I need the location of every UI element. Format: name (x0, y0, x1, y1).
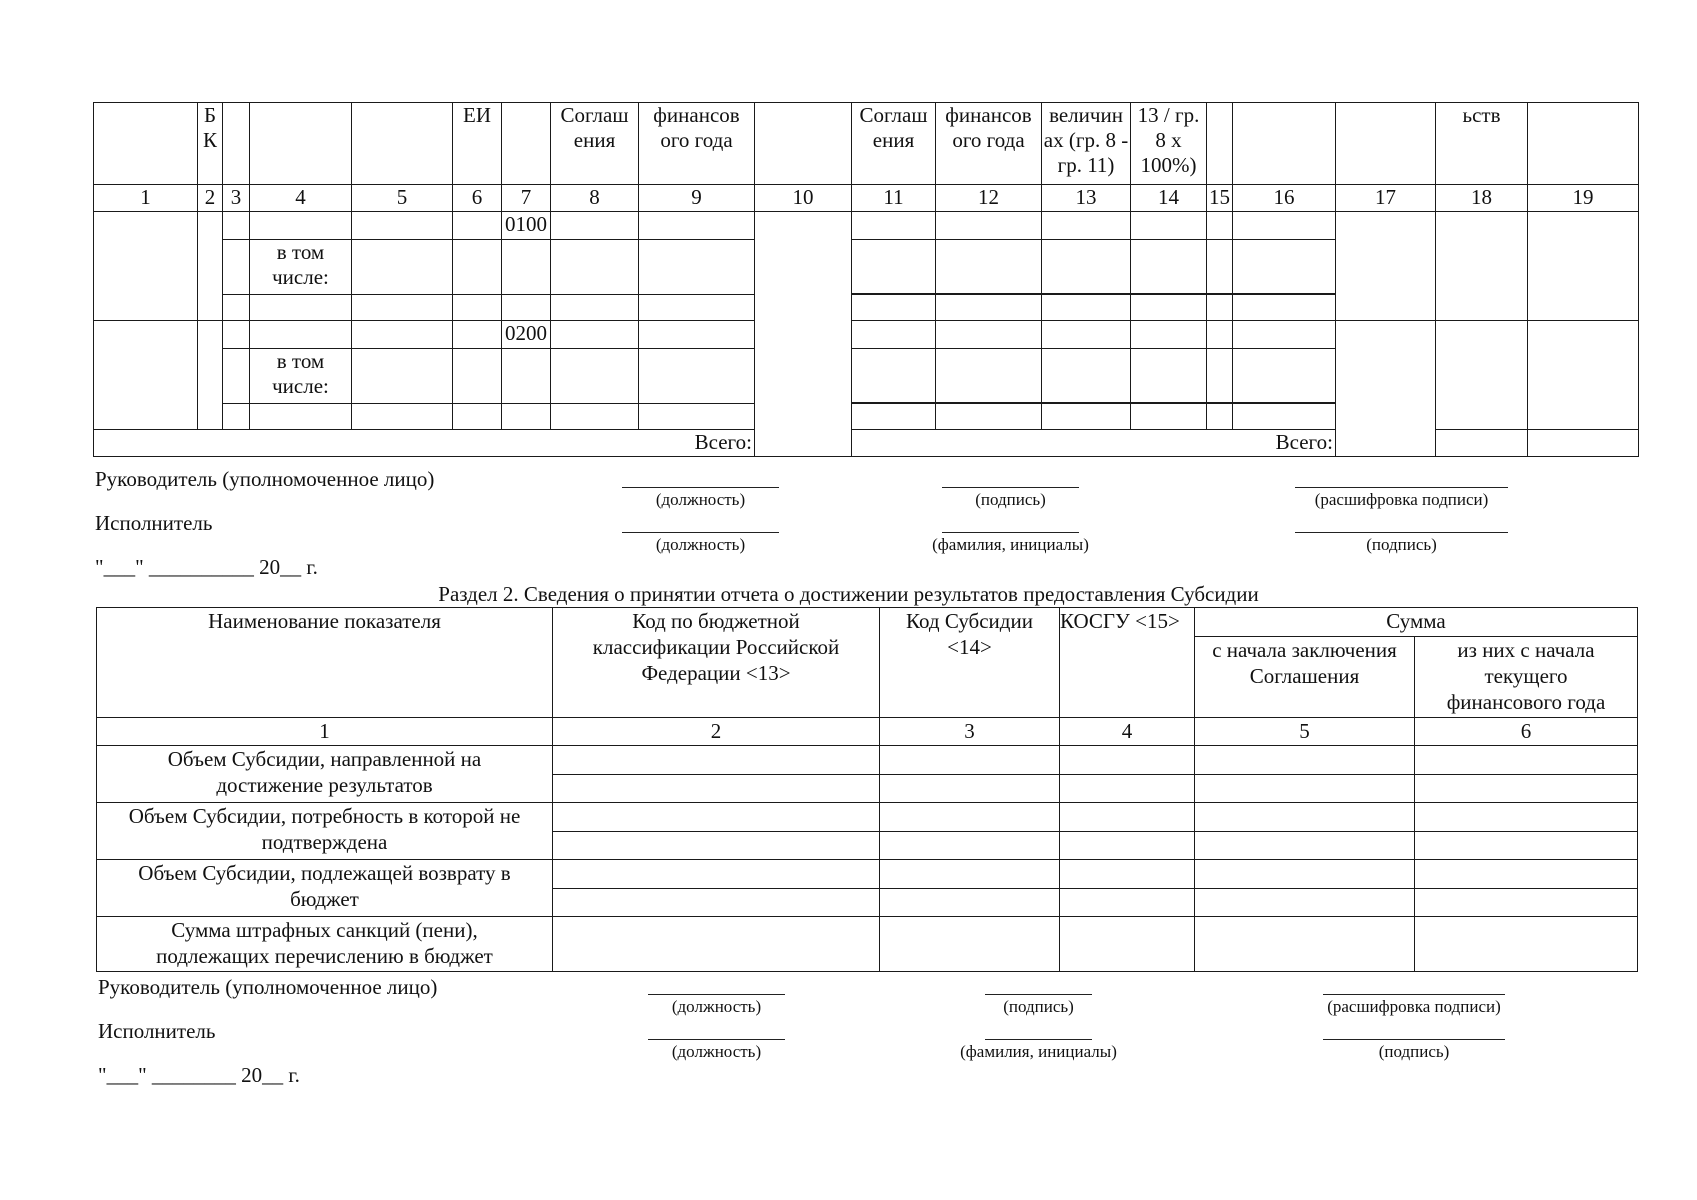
head-label: Руководитель (уполномоченное лицо) (95, 467, 435, 491)
decoding-caption: (расшифровка подписи) (1314, 490, 1489, 509)
column-number: 16 (1233, 185, 1336, 212)
header-fragment: Соглаш ения (551, 103, 639, 185)
signature-line (942, 487, 1079, 488)
column-number: 9 (639, 185, 755, 212)
position-caption: (должность) (671, 1042, 762, 1061)
header-fragment: финансов ого года (639, 103, 755, 185)
column-number: 7 (502, 185, 551, 212)
head-label: Руководитель (уполномоченное лицо) (98, 975, 438, 999)
column-number: 1 (94, 185, 198, 212)
column-number: 1 (97, 718, 553, 746)
header-fragment: Б К (198, 103, 223, 185)
header-fragment: финансов ого года (936, 103, 1042, 185)
header-budget-code: Код по бюджетной классификации Российской Федерации <13> (553, 608, 880, 718)
table1-column-numbers (94, 185, 1639, 212)
in-total-label: в том числе: (250, 349, 352, 403)
table-row (94, 321, 1639, 349)
header-since-year: из них с начала текущего финансового года (1415, 637, 1638, 718)
table2-column-numbers (97, 718, 1638, 746)
code-cell: 0200 (502, 321, 551, 349)
column-number: 5 (1195, 718, 1415, 746)
column-number: 17 (1336, 185, 1436, 212)
table-row (97, 803, 1638, 832)
position-caption: (должность) (655, 535, 746, 554)
column-number: 14 (1131, 185, 1207, 212)
position-line (648, 1039, 785, 1040)
column-number: 4 (1060, 718, 1195, 746)
indicator-name: Объем Субсидии, направленной на достижение результатов (97, 746, 553, 803)
signature-caption: (подпись) (975, 490, 1046, 509)
signature-caption: (подпись) (1003, 997, 1074, 1016)
signature-caption: (подпись) (1366, 535, 1437, 554)
column-number: 18 (1436, 185, 1528, 212)
position-line (648, 994, 785, 995)
table-row (97, 860, 1638, 889)
column-number: 3 (880, 718, 1060, 746)
header-fragment: ьств (1436, 103, 1528, 185)
name-line (942, 532, 1079, 533)
column-number: 2 (198, 185, 223, 212)
header-fragment: Соглаш ения (852, 103, 936, 185)
signature-line (1323, 1039, 1505, 1040)
table-row (94, 212, 1639, 240)
column-number: 12 (936, 185, 1042, 212)
header-since-agreement: с начала заключения Соглашения (1195, 637, 1415, 718)
decoding-line (1323, 994, 1505, 995)
date-line: "___" ________ 20__ г. (98, 1063, 300, 1087)
column-number: 6 (453, 185, 502, 212)
section-2-title: Раздел 2. Сведения о принятии отчета о достижении результатов предоставления Субсидии (438, 582, 1259, 606)
position-line (622, 487, 779, 488)
executor-label: Исполнитель (95, 511, 213, 535)
position-caption: (должность) (655, 490, 746, 509)
total-label: Всего: (852, 430, 1336, 457)
column-number: 3 (223, 185, 250, 212)
column-number: 10 (755, 185, 852, 212)
executor-label: Исполнитель (98, 1019, 216, 1043)
column-number: 15 (1207, 185, 1233, 212)
column-number: 13 (1042, 185, 1131, 212)
header-fragment: 13 / гр. 8 х 100%) (1131, 103, 1207, 185)
column-number: 2 (553, 718, 880, 746)
decoding-caption: (расшифровка подписи) (1327, 997, 1501, 1016)
header-fragment: величин ах (гр. 8 - гр. 11) (1042, 103, 1131, 185)
header-sum: Сумма (1195, 608, 1638, 637)
total-label: Всего: (94, 430, 755, 457)
position-caption: (должность) (671, 997, 762, 1016)
date-line: "___" __________ 20__ г. (95, 555, 318, 579)
column-number: 4 (250, 185, 352, 212)
signature-line (1295, 532, 1508, 533)
signature-caption: (подпись) (1378, 1042, 1450, 1061)
report-table-2 (96, 607, 1638, 972)
table-row (97, 746, 1638, 775)
column-number: 8 (551, 185, 639, 212)
indicator-name: Сумма штрафных санкций (пени), подлежащих перечислению в бюджет (97, 917, 553, 972)
name-caption: (фамилия, инициалы) (932, 535, 1089, 554)
header-kosgu: КОСГУ <15> (1060, 608, 1195, 718)
decoding-line (1295, 487, 1508, 488)
name-caption: (фамилия, инициалы) (960, 1042, 1117, 1061)
table-row (97, 917, 1638, 972)
table1-header-row (94, 103, 1639, 185)
indicator-name: Объем Субсидии, подлежащей возврату в бюджет (97, 860, 553, 917)
code-cell: 0100 (502, 212, 551, 240)
name-line (985, 1039, 1092, 1040)
position-line (622, 532, 779, 533)
column-number: 5 (352, 185, 453, 212)
column-number: 19 (1528, 185, 1639, 212)
column-number: 11 (852, 185, 936, 212)
report-table-1 (93, 102, 1639, 457)
indicator-name: Объем Субсидии, потребность в которой не подтверждена (97, 803, 553, 860)
header-fragment: ЕИ (453, 103, 502, 185)
in-total-label: в том числе: (250, 240, 352, 294)
column-number: 6 (1415, 718, 1638, 746)
signature-line (985, 994, 1092, 995)
header-indicator: Наименование показателя (97, 608, 553, 718)
header-subsidy-code: Код Субсидии <14> (880, 608, 1060, 718)
